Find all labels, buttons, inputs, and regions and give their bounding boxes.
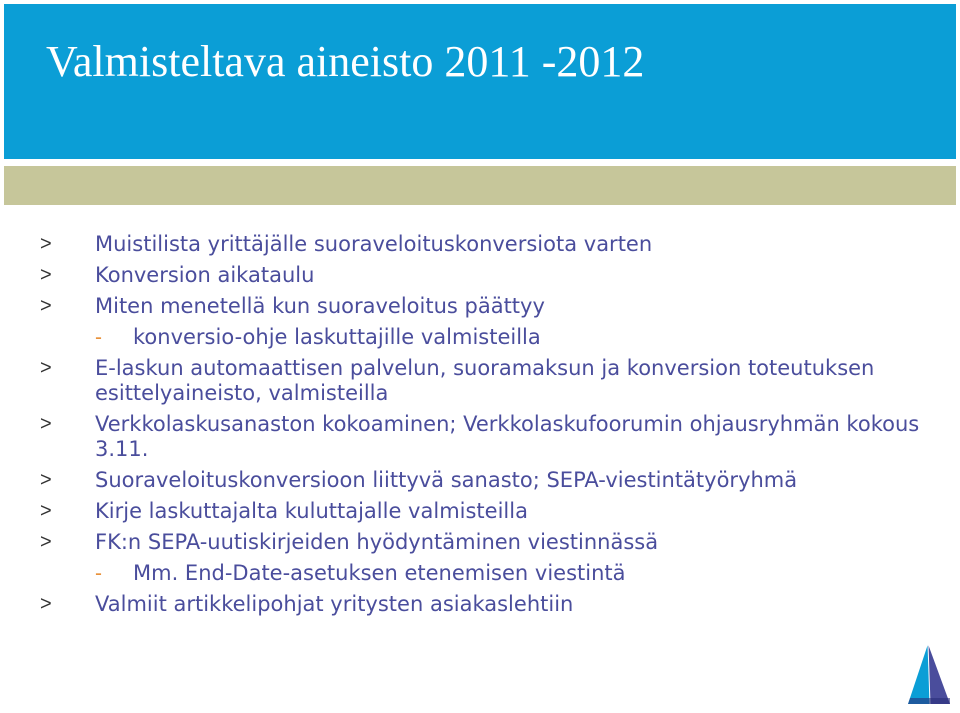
list-item — [40, 468, 940, 493]
list-item-text: Muistilista yrittäjälle suoraveloituskonversiota varten — [95, 232, 653, 256]
list-item-text: FK:n SEPA-uutiskirjeiden hyödyntäminen viestinnässä — [95, 530, 659, 554]
list-item-text: Verkkolaskusanaston kokoaminen; Verkkolaskufoorumin ohjausryhmän kokous 3.11. — [95, 412, 920, 461]
bullet-marker: > — [40, 295, 52, 317]
list-item-text: Miten menetellä kun suoraveloitus päättyy — [95, 294, 545, 318]
list-item — [40, 499, 940, 524]
list-item-text: Kirje laskuttajalta kuluttajalle valmisteilla — [95, 499, 528, 523]
list-item-text: Valmiit artikkelipohjat yritysten asiakaslehtiin — [95, 592, 574, 616]
list-item-text: E-laskun automaattisen palvelun, suoramaksun ja konversion toteutuksen esittelyaineisto, valmisteilla — [95, 356, 875, 405]
slide-title: Valmisteltava aineisto 2011 -2012 — [46, 37, 645, 86]
list-item — [40, 412, 940, 462]
sub-list-item — [40, 325, 940, 350]
sub-list-item-text: konversio-ohje laskuttajille valmisteilla — [133, 325, 541, 349]
list-item — [40, 592, 940, 617]
list-item — [40, 263, 940, 288]
list-item — [40, 530, 940, 555]
sub-bullet-marker: - — [95, 326, 102, 349]
title-bar — [4, 4, 956, 159]
list-item-text: Konversion aikataulu — [95, 263, 315, 287]
bullet-marker: > — [40, 233, 52, 255]
bullet-marker: > — [40, 357, 52, 379]
sub-list-item — [40, 561, 940, 586]
list-item — [40, 356, 940, 406]
bullet-marker: > — [40, 469, 52, 491]
bullet-marker: > — [40, 500, 52, 522]
sub-bullet-marker: - — [95, 562, 102, 585]
list-item — [40, 294, 940, 319]
bullet-marker: > — [40, 264, 52, 286]
list-item — [40, 232, 940, 257]
bullet-marker: > — [40, 413, 52, 435]
bullet-marker: > — [40, 531, 52, 553]
sub-list-item-text: Mm. End-Date-asetuksen etenemisen viestintä — [133, 561, 626, 585]
list-item-text: Suoraveloituskonversioon liittyvä sanasto; SEPA-viestintätyöryhmä — [95, 468, 798, 492]
pyramid-logo-icon — [906, 642, 952, 706]
bullet-list — [40, 232, 940, 623]
bullet-marker: > — [40, 593, 52, 615]
accent-bar — [4, 166, 956, 205]
